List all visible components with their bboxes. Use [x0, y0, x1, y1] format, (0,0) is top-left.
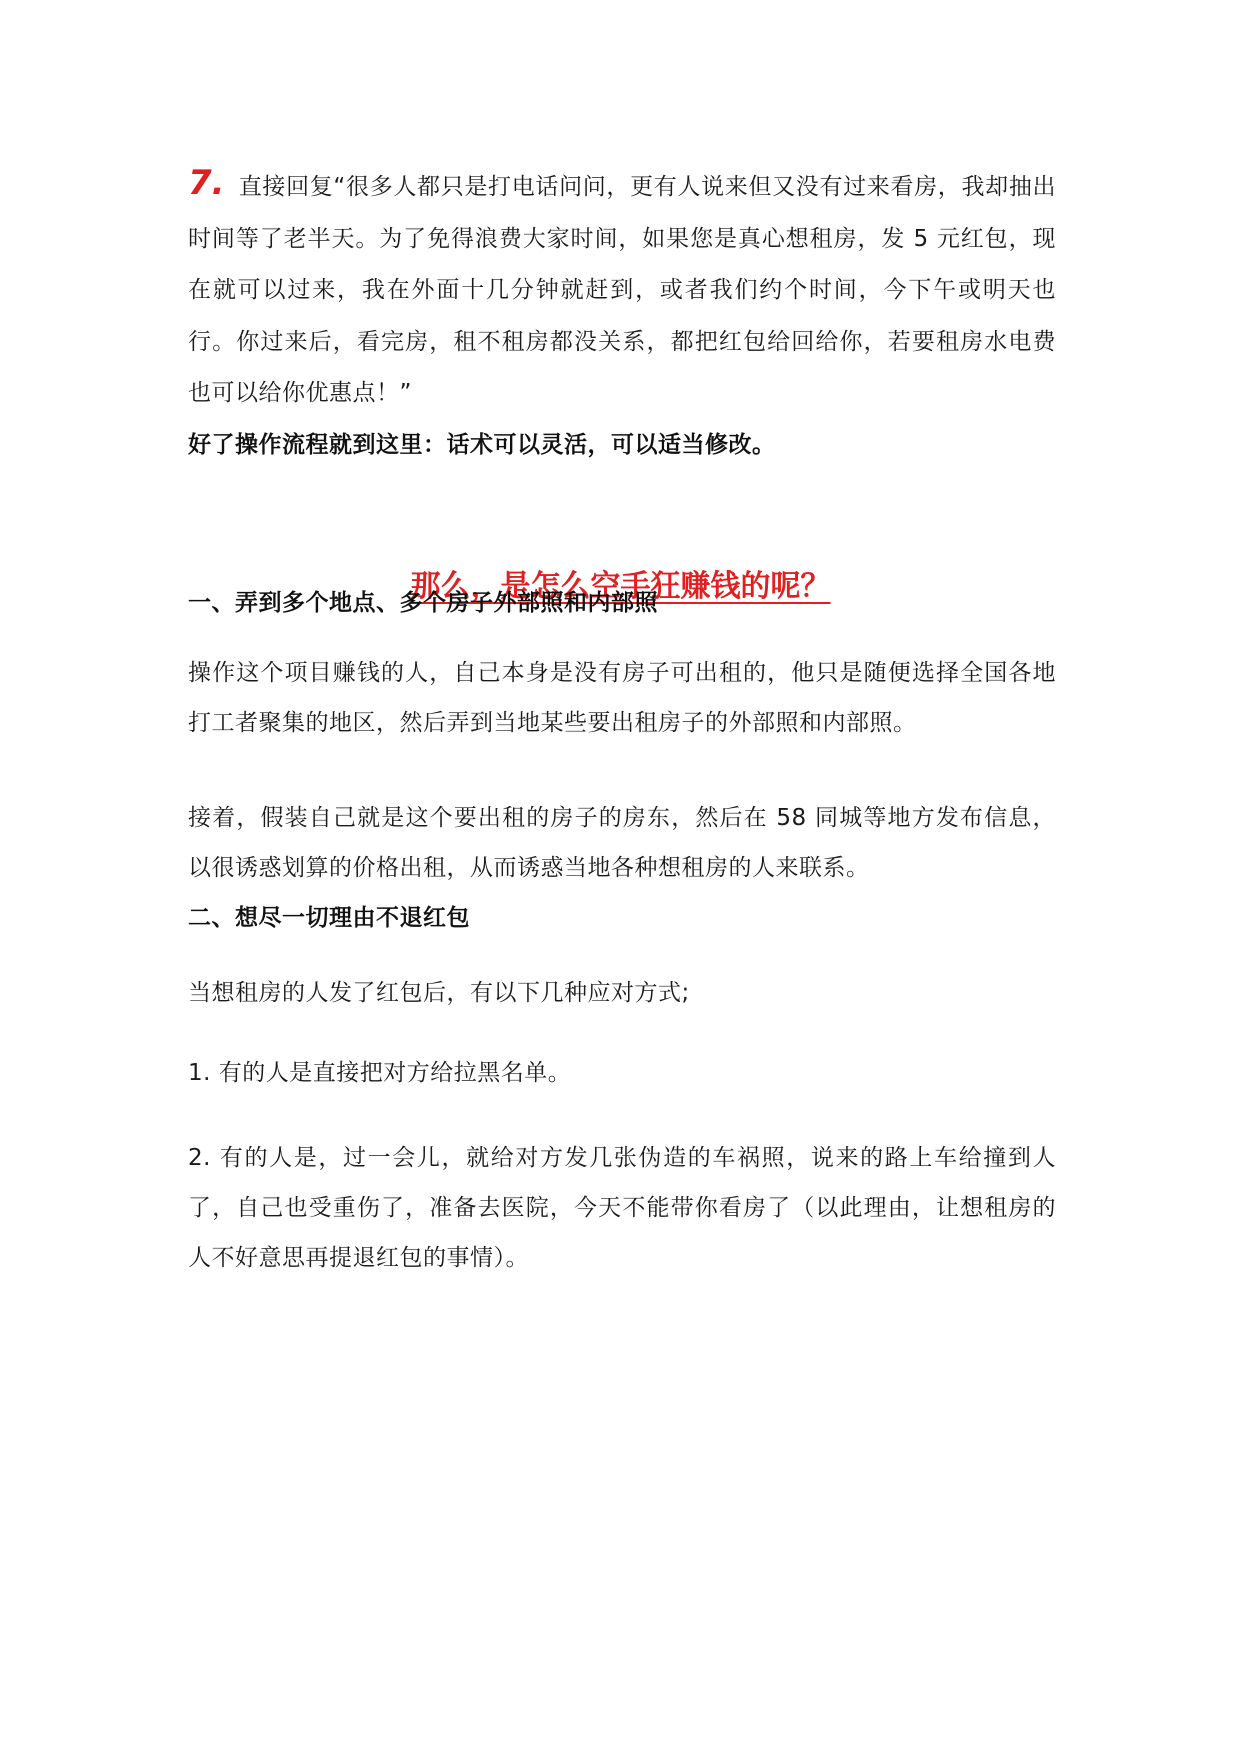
section-2-intro: 当想租房的人发了红包后，有以下几种应对方式;	[188, 980, 690, 1006]
step-7-text: 直接回复“很多人都只是打电话问问，更有人说来但又没有过来看房，我却抽出时间等了老半天。为了免得浪费大家时间，如果您是真心想租房，发 5 元红包，现在就可以过来，我在外面十几分钟就赶到，或者我们约个时间，今下午或明天也行。你过来后，看完房，租不租房都没关系，都把红包给回给你，若要租房水电费也可以给你优惠点！”	[188, 174, 1056, 406]
list-item-1: 1. 有的人是直接把对方给拉黑名单。	[188, 1060, 572, 1086]
list-item-2: 2. 有的人是，过一会儿，就给对方发几张伪造的车祸照，说来的路上车给撞到人了，自己也受重伤了，准备去医院，今天不能带你看房了（以此理由，让想租房的人不好意思再提退红包的事情）。	[188, 1145, 1056, 1271]
headline-text: 那么，是怎么空手狂赚钱的呢？	[410, 569, 831, 604]
section-2-heading: 二、想尽一切理由不退红包	[188, 905, 470, 931]
section-1-paragraph-2: 接着，假装自己就是这个要出租的房子的房东，然后在 58 同城等地方发布信息，以很诱惑划算的价格出租，从而诱惑当地各种想租房的人来联系。	[188, 805, 1056, 881]
section-1-paragraph-1: 操作这个项目赚钱的人，自己本身是没有房子可出租的，他只是随便选择全国各地打工者聚集的地区，然后弄到当地某些要出租房子的外部照和内部照。	[188, 660, 1056, 736]
section-1-heading: 一、弄到多个地点、多个房子外部照和内部照	[188, 590, 658, 616]
summary-line: 好了操作流程就到这里：话术可以灵活，可以适当修改。	[188, 432, 776, 458]
step-number: 7.	[188, 163, 225, 203]
step-7-paragraph	[188, 158, 1056, 420]
